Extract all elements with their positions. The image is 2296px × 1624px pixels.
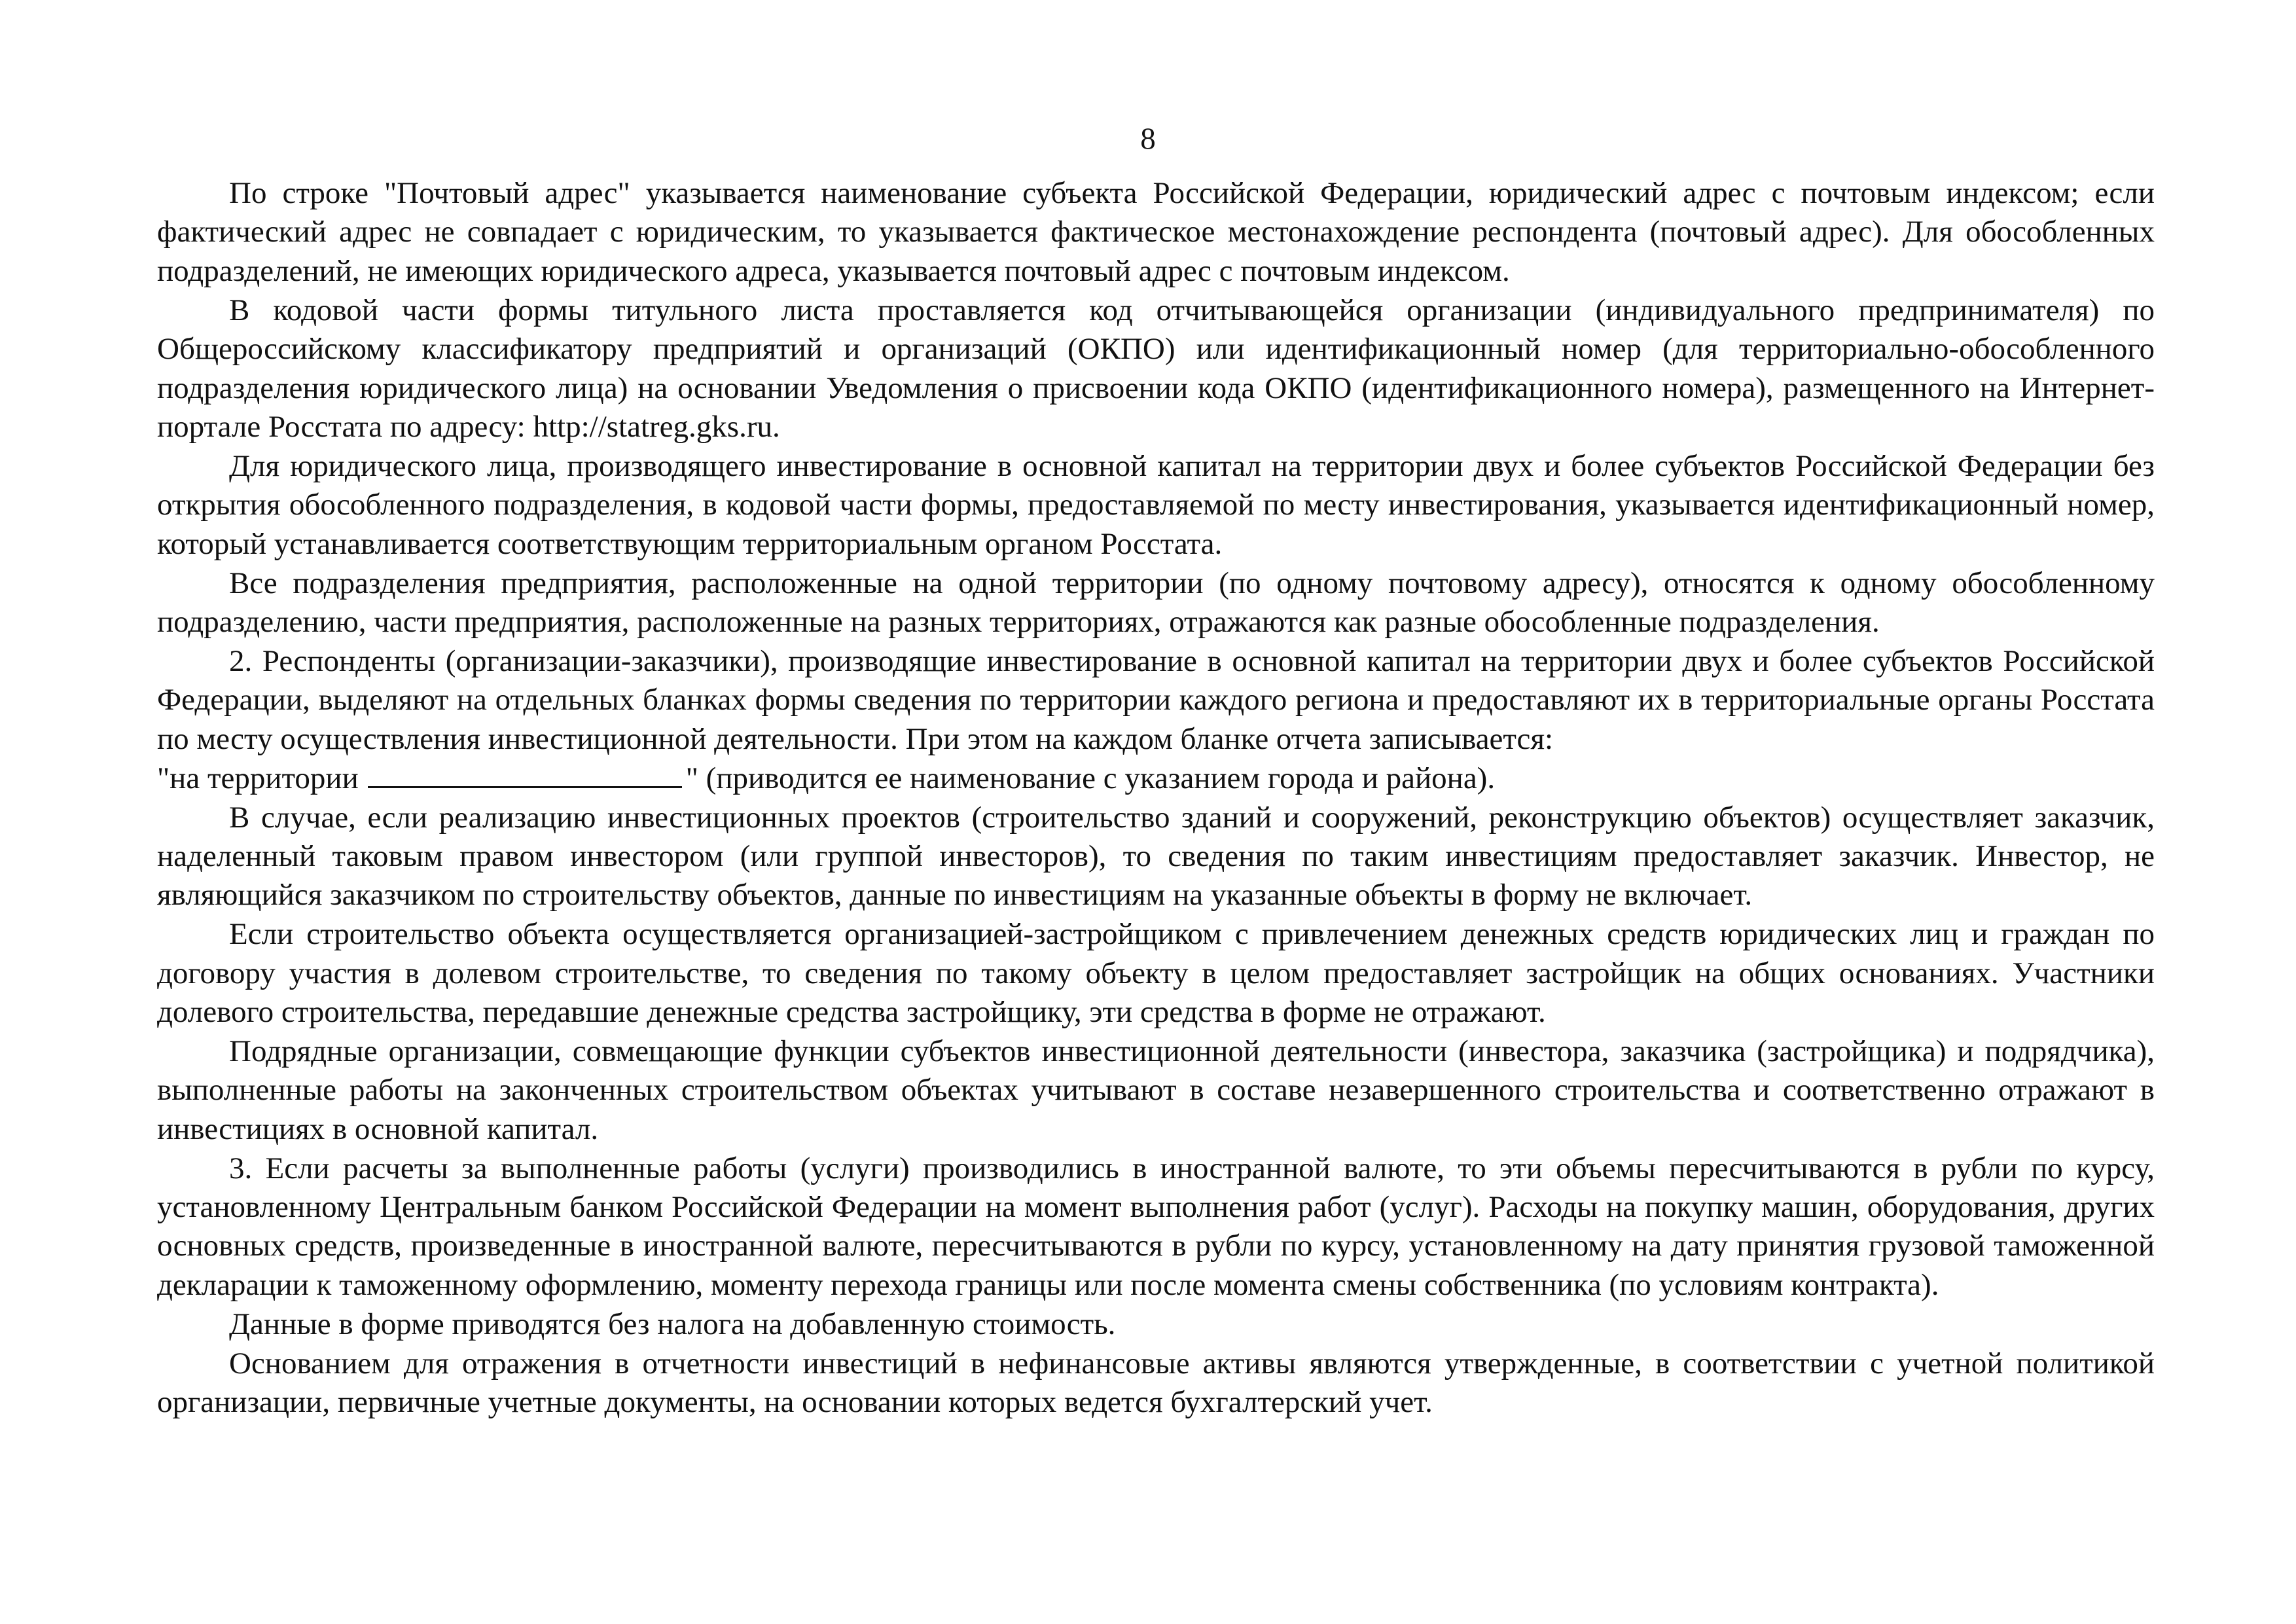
paragraph-customer: В случае, если реализацию инвестиционных проектов (строительство зданий и сооружений, реконструкцию объектов) осуществляет заказчик, наделенный таковым правом инвестором (или группой инвесторов), то сведения по таким инвестициям предоставляет заказчик. Инвестор, не являющийся заказчиком по строительству объектов, данные по инвестициям на указанные объекты в форму не включает. bbox=[157, 800, 2155, 912]
paragraph-respondents: 2. Респонденты (организации-заказчики), производящие инвестирование в основной капитал на территории двух и более субъектов Российской Федерации, выделяют на отдельных бланках формы сведения по территории каждого региона и предоставляют их в территориальные органы Росстата по месту осуществления инвестиционной деятельности. При этом на каждом бланке отчета записывается: bbox=[157, 643, 2155, 756]
territory-blank-field bbox=[368, 760, 682, 788]
territory-line-suffix: " (приводится ее наименование с указанием города и района). bbox=[685, 761, 1496, 795]
paragraph-subdivisions: Все подразделения предприятия, расположенные на одной территории (по одному почтовому адресу), относятся к одному обособленному подразделению, части предприятия, расположенные на разных территориях, отражаются как разные обособленные подразделения. bbox=[157, 566, 2155, 639]
paragraph-identification-number: Для юридического лица, производящего инвестирование в основной капитал на территории двух и более субъектов Российской Федерации без открытия обособленного подразделения, в кодовой части формы, предоставляемой по месту инвестирования, указывается идентификационный номер, который устанавливается соответствующим территориальным органом Росстата. bbox=[157, 448, 2155, 561]
paragraph-basis: Основанием для отражения в отчетности инвестиций в нефинансовые активы являются утвержденные, в соответствии с учетной политикой организации, первичные учетные документы, на основании которых ведется бухгалтерский учет. bbox=[157, 1346, 2155, 1420]
paragraph-contractors: Подрядные организации, совмещающие функции субъектов инвестиционной деятельности (инвестора, заказчика (застройщика) и подрядчика), выполненные работы на законченных строительством объектах учитывают в составе незавершенного строительства и соответственно отражают в инвестициях в основной капитал. bbox=[157, 1034, 2155, 1146]
page-number: 8 bbox=[1140, 122, 1156, 156]
paragraph-developer: Если строительство объекта осуществляется организацией-застройщиком с привлечением денежных средств юридических лиц и граждан по договору участия в долевом строительстве, то сведения по такому объекту в целом предоставляет застройщик на общих основаниях. Участники долевого строительства, передавшие денежные средства застройщику, эти средства в форме не отражают. bbox=[157, 917, 2155, 1030]
territory-line-prefix: "на территории bbox=[157, 761, 359, 795]
paragraph-vat: Данные в форме приводятся без налога на добавленную стоимость. bbox=[229, 1307, 1116, 1341]
paragraph-okpo-code: В кодовой части формы титульного листа проставляется код отчитывающейся организации (индивидуального предпринимателя) по Общероссийскому классификатору предприятий и организаций (ОКПО) или идентификационный номер (для территориально-обособленного подразделения юридического лица) на основании Уведомления о присвоении кода ОКПО (идентификационного номера), размещенного на Интернет-портале Росстата по адресу: http://statreg.gks.ru. bbox=[157, 293, 2155, 444]
paragraph-foreign-currency: 3. Если расчеты за выполненные работы (услуги) производились в иностранной валюте, то эти объемы пересчитываются в рубли по курсу, установленному Центральным банком Российской Федерации на момент выполнения работ (услуг). Расходы на покупку машин, оборудования, других основных средств, произведенные в иностранной валюте, пересчитываются в рубли по курсу, установленному на дату принятия грузовой таможенной декларации к таможенному оформлению, моменту перехода границы или после момента смены собственника (по условиям контракта). bbox=[157, 1151, 2155, 1302]
territory-line bbox=[157, 759, 2155, 798]
paragraph-postal-address: По строке "Почтовый адрес" указывается наименование субъекта Российской Федерации, юридический адрес с почтовым индексом; если фактический адрес не совпадает с юридическим, то указывается фактическое местонахождение респондента (почтовый адрес). Для обособленных подразделений, не имеющих юридического адреса, указывается почтовый адрес с почтовым индексом. bbox=[157, 176, 2155, 288]
document-body bbox=[157, 174, 2155, 1422]
